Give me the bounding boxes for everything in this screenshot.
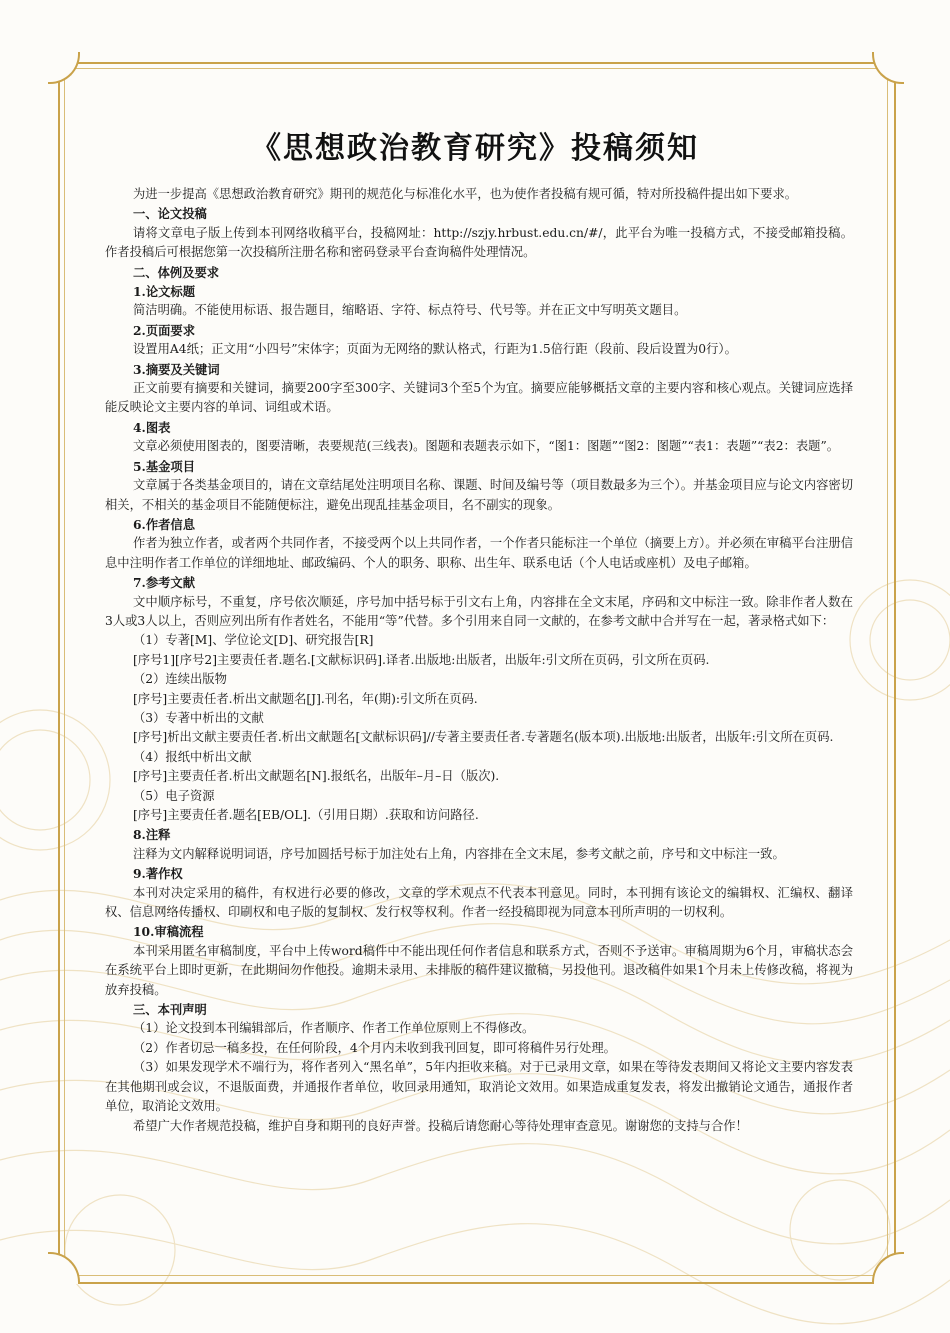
body-paragraph: （1）专著[M]、学位论文[D]、研究报告[R]: [133, 633, 374, 648]
body-paragraph: 简洁明确。不能使用标语、报告题目，缩略语、字符、标点符号、代号等。并在正文中写明英文题目。: [133, 303, 687, 318]
section-heading: 二、体例及要求: [133, 264, 220, 280]
body-paragraph: 文中顺序标号，不重复，序号依次顺延，序号加中括号标于引文右上角，内容排在全文末尾，序码和文中标注一致。除非作者人数在3人或3人以上，否则应列出所有作者姓名，不能用“等”代替。多个引用来自同一文献的，在参考文献中合并写在一起，著录格式如下：: [105, 594, 853, 628]
section-heading: 10.审稿流程: [133, 924, 204, 940]
section-heading: 5.基金项目: [133, 458, 196, 474]
body-paragraph: [序号1][序号2]主要责任者.题名.[文献标识码].译者.出版地:出版者，出版年:引文所在页码，引文所在页码.: [133, 652, 710, 667]
body-paragraph: [序号]主要责任者.题名[EB/OL].（引用日期）.获取和访问路径.: [133, 808, 479, 822]
body-paragraph: 为进一步提高《思想政治教育研究》期刊的规范化与标准化水平，也为使作者投稿有规可循，特对所投稿件提出如下要求。: [133, 187, 798, 201]
page-title: 《思想政治教育研究》投稿须知: [251, 131, 699, 166]
section-heading: 8.注释: [133, 827, 171, 843]
body-paragraph: 注释为文内解释说明词语，序号加圆括号标于加注处右上角，内容排在全文末尾，参考文献之前，序号和文中标注一致。: [133, 846, 785, 861]
document-body: [105, 185, 853, 1136]
section-heading: 9.著作权: [133, 866, 183, 882]
body-paragraph: 文章属于各类基金项目的，请在文章结尾处注明项目名称、课题、时间及编号等（项目数最多为三个）。并基金项目应与论文内容密切相关，不相关的基金项目不能随便标注，避免出现乱挂基金项目，名不副实的现象。: [105, 478, 853, 512]
body-paragraph: 正文前要有摘要和关键词，摘要200字至300字、关键词3个至5个为宜。摘要应能够概括文章的主要内容和核心观点。关键词应选择能反映论文主要内容的单词、词组或术语。: [105, 381, 853, 415]
section-heading: 2.页面要求: [133, 322, 196, 338]
body-paragraph: [序号]析出文献主要责任者.析出文献题名[文献标识码]//专著主要责任者.专著题名(版本项).出版地:出版者，出版年:引文所在页码.: [133, 730, 834, 745]
body-paragraph: [序号]主要责任者.析出文献题名[N].报纸名，出版年–月–日（版次).: [133, 769, 500, 784]
section-heading: 三、本刊声明: [133, 1002, 207, 1018]
section-heading: 3.摘要及关键词: [133, 361, 220, 377]
section-heading: 6.作者信息: [133, 516, 196, 532]
section-heading: 1.论文标题: [133, 284, 196, 300]
body-paragraph: （3）如果发现学术不端行为，将作者列入“黑名单”，5年内拒收来稿。对于已录用文章，如果在等待发表期间又将论文主要内容发表在其他期刊或会议，不退版面费，并通报作者单位，收回录用通知，取消论文效用。如果造成重复发表，将发出撤销论文通告，通报作者单位，取消论文效用。: [105, 1060, 853, 1114]
section-heading: 4.图表: [133, 419, 171, 435]
body-paragraph: （1）论文投到本刊编辑部后，作者顺序、作者工作单位原则上不得修改。: [133, 1021, 535, 1036]
body-paragraph: （4）报纸中析出文献: [133, 749, 252, 764]
body-paragraph: （2）作者切忌一稿多投，在任何阶段，4个月内未收到我刊回复，即可将稿件另行处理。: [133, 1040, 616, 1055]
body-paragraph: 设置用A4纸；正文用“小四号”宋体字；页面为无网络的默认格式，行距为1.5倍行距（段前、段后设置为0行）。: [133, 342, 737, 357]
body-paragraph: 请将文章电子版上传到本刊网络收稿平台，投稿网址：http://szjy.hrbust.edu.cn/#/，此平台为唯一投稿方式，不接受邮箱投稿。作者投稿后可根据您第一次投稿所注册名称和密码登录平台查询稿件处理情况。: [105, 225, 853, 260]
body-paragraph: 文章必须使用图表的，图要清晰，表要规范(三线表)。图题和表题表示如下，“图1：图题”“图2：图题”“表1：表题”“表2：表题”。: [133, 439, 840, 454]
body-paragraph: 本刊采用匿名审稿制度，平台中上传word稿件中不能出现任何作者信息和联系方式，否则不予送审。审稿周期为6个月，审稿状态会在系统平台上即时更新，在此期间勿作他投。逾期未录用、未排版的稿件建议撤稿，另投他刊。退改稿件如果1个月未上传修改稿，将视为放弃投稿。: [105, 943, 853, 997]
body-paragraph: （5）电子资源: [133, 788, 215, 803]
section-heading: 一、论文投稿: [133, 206, 207, 222]
body-paragraph: （3）专著中析出的文献: [133, 710, 264, 725]
body-paragraph: 希望广大作者规范投稿，维护自身和期刊的良好声誉。投稿后请您耐心等待处理审查意见。谢谢您的支持与合作！: [133, 1118, 748, 1133]
body-paragraph: [序号]主要责任者.析出文献题名[J].刊名，年(期):引文所在页码.: [133, 691, 478, 706]
section-heading: 7.参考文献: [133, 575, 196, 591]
body-paragraph: （2）连续出版物: [133, 672, 227, 687]
body-paragraph: 作者为独立作者，或者两个共同作者，不接受两个以上共同作者，一个作者只能标注一个单位（摘要上方）。并必须在审稿平台注册信息中注明作者工作单位的详细地址、邮政编码、个人的职务、职称、出生年、联系电话（个人电话或座机）及电子邮箱。: [105, 536, 853, 570]
body-paragraph: 本刊对决定采用的稿件，有权进行必要的修改，文章的学术观点不代表本刊意见。同时，本刊拥有该论文的编辑权、汇编权、翻译权、信息网络传播权、印刷权和电子版的复制权、发行权等权利。作者一经投稿即视为同意本刊所声明的一切权利。: [105, 885, 853, 920]
